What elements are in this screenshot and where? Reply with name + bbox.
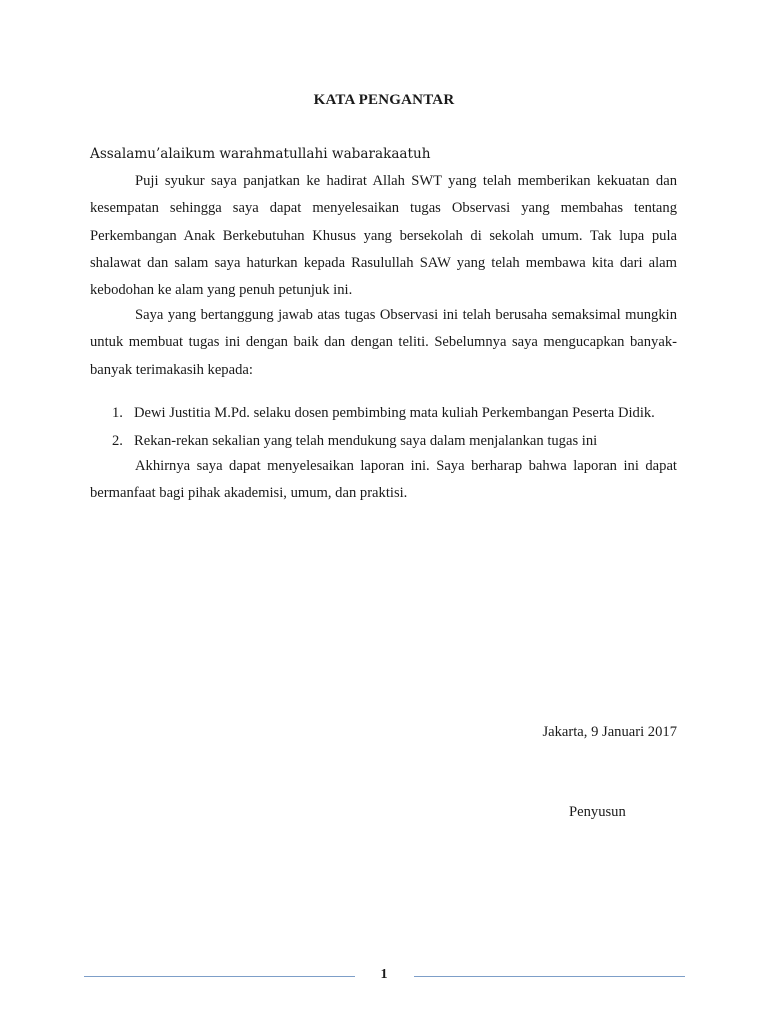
body-paragraph-1: [90, 168, 677, 304]
list-item: [90, 428, 690, 456]
page-number: 1: [380, 967, 388, 982]
greeting-text: Assalamu’alaikum warahmatullahi wabarakaatuh: [90, 146, 431, 162]
list-number: 2.: [112, 432, 123, 449]
page-title: KATA PENGANTAR: [313, 92, 455, 108]
body-paragraph-3: [90, 453, 677, 508]
paragraph-text: Puji syukur saya panjatkan ke hadirat Allah SWT yang telah memberikan kekuatan dan kesempatan sehingga saya dapat menyelesaikan tugas Observasi yang membahas tentang Perkembangan Anak Berkebutuhan Khusus yang bersekolah di sekolah umum. Tak lupa pula shalawat dan salam saya haturkan kepada Rasulullah SAW yang telah membawa kita dari alam kebodohan ke alam yang penuh petunjuk ini.: [90, 173, 677, 299]
paragraph-text: Akhirnya saya dapat menyelesaikan laporan ini. Saya berharap bahwa laporan ini dapat bermanfaat bagi pihak akademisi, umum, dan praktisi.: [90, 458, 677, 502]
list-item-text: Rekan-rekan sekalian yang telah mendukung saya dalam menjalankan tugas ini: [134, 432, 598, 449]
list-item-text: Dewi Justitia M.Pd. selaku dosen pembimbing mata kuliah Perkembangan Peserta Didik.: [134, 405, 655, 421]
list-item: [90, 400, 690, 428]
paragraph-text: Saya yang bertanggung jawab atas tugas Observasi ini telah berusaha semaksimal mungkin untuk membuat tugas ini dengan baik dan dengan teliti. Sebelumnya saya mengucapkan banyak-banyak terimakasih kepada:: [90, 307, 677, 378]
footer-divider-left: [84, 976, 355, 977]
body-paragraph-2: [90, 302, 677, 384]
footer-divider-right: [414, 976, 685, 977]
thanks-list: [90, 400, 690, 455]
list-number: 1.: [112, 405, 123, 421]
place-date: Jakarta, 9 Januari 2017: [542, 724, 677, 740]
signature-label: Penyusun: [569, 804, 626, 820]
